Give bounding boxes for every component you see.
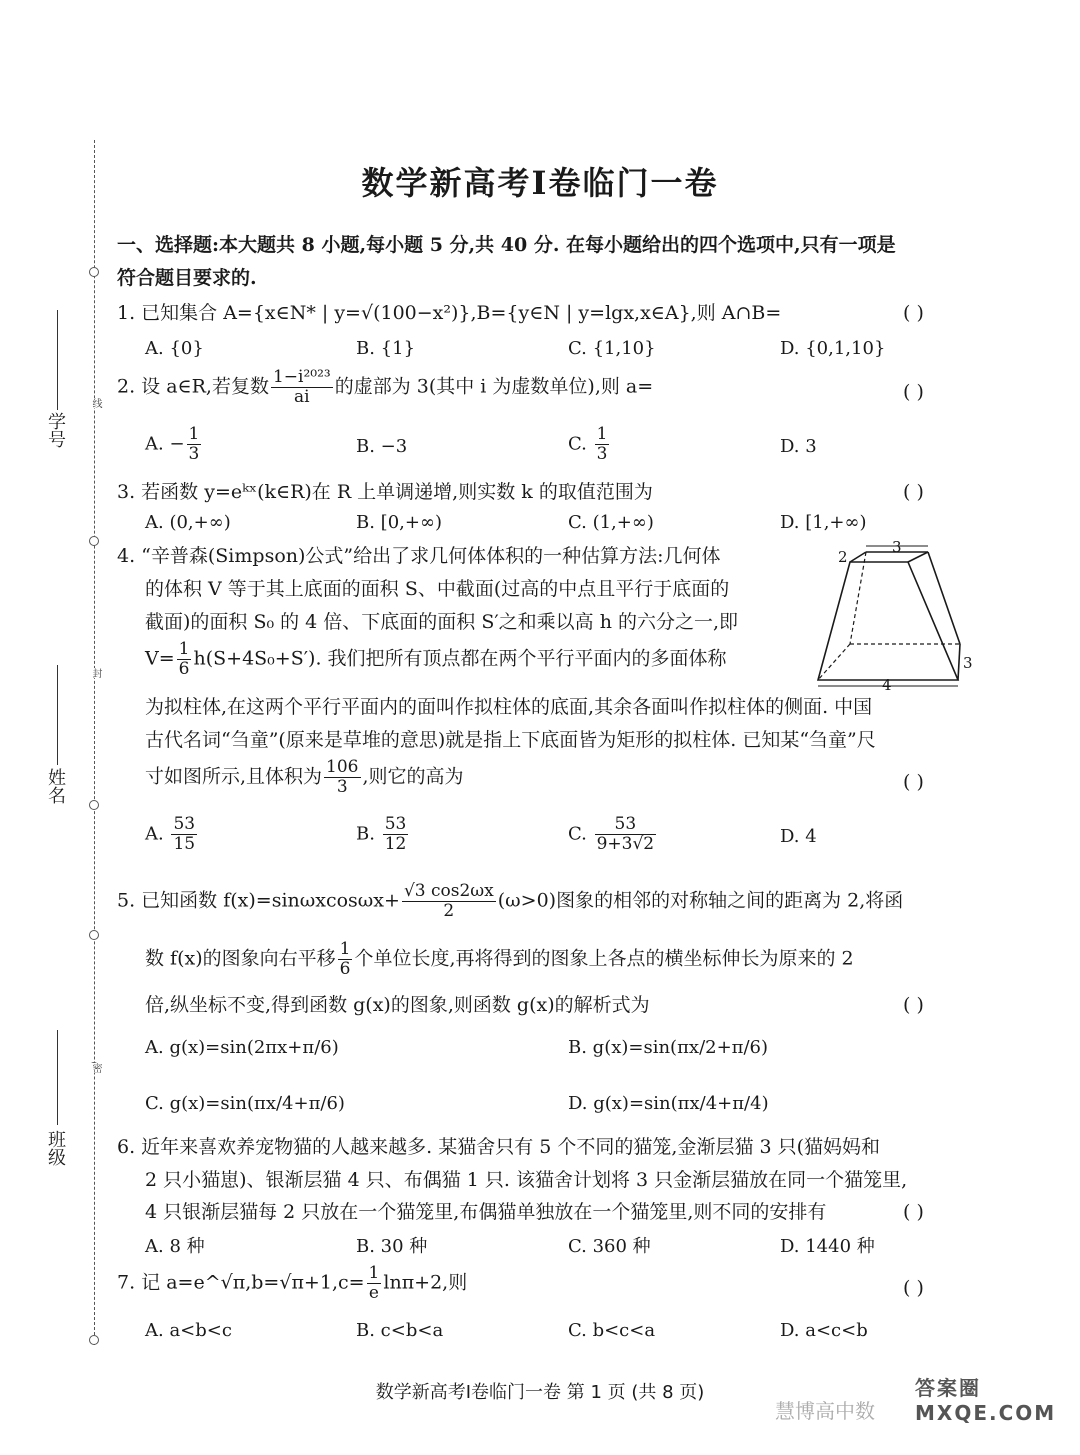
seal-mark-feng: 封 (90, 668, 101, 678)
q2-stem: 2. 设 a∈R,若复数 $\frac{\text{1−i²⁰²³}}{ai}$ 的虚部为 3(其中 i 为虚数单位),则 a= (117, 367, 654, 407)
q2-option-a[interactable]: A. − $\frac{1}{3}$ (145, 424, 200, 464)
answer-paren[interactable]: ( ) (903, 994, 924, 1016)
q6-option-c[interactable]: C. 360 种 (568, 1236, 651, 1257)
q7-stem: 7. 记 a=e^√π,b=√π+1,c= $\frac{1}{e}$ lnπ+2,则 (117, 1263, 468, 1303)
seal-mark-xian: 线 (90, 398, 101, 408)
q1-stem: 1. 已知集合 A={x∈N* | y=√(100−x²)},B={y∈N | y=lgx,x∈A},则 A∩B= (117, 302, 782, 324)
q3-option-d[interactable]: D. [1,+∞) (780, 512, 867, 533)
q4-option-a[interactable]: A. $\frac{53}{15}$ (145, 814, 196, 854)
name-label: 姓名 (45, 768, 66, 804)
q6-stem-3: 4 只银渐层猫每 2 只放在一个猫笼里,布偶猫单独放在一个猫笼里,则不同的安排有 (145, 1201, 827, 1223)
dim-label-bottom: 4 (882, 676, 892, 690)
student-id-label: 学号 (45, 412, 66, 448)
q6-option-d[interactable]: D. 1440 种 (780, 1236, 875, 1257)
q2-option-d[interactable]: D. 3 (780, 436, 817, 457)
q4-stem-5: 为拟柱体,在这两个平行平面内的面叫作拟柱体的底面,其余各面叫作拟柱体的侧面. 中国 (145, 696, 873, 718)
class-label: 班级 (45, 1130, 66, 1166)
answer-paren[interactable]: ( ) (903, 381, 924, 403)
q1-option-a[interactable]: A. {0} (145, 338, 204, 359)
frustum-edge (908, 552, 928, 562)
q4-stem-7: 寸如图所示,且体积为 $\frac{106}{3}$ ,则它的高为 (145, 757, 464, 797)
page-title: 数学新高考Ⅰ卷临门一卷 (361, 164, 719, 202)
dim-label-right: 3 (963, 654, 973, 672)
frustum-hidden-edge (850, 552, 866, 644)
q6-option-b[interactable]: B. 30 种 (356, 1236, 428, 1257)
q5-option-a[interactable]: A. g(x)=sin(2πx+π/6) (145, 1037, 339, 1058)
binding-circle (89, 800, 99, 810)
q7-option-a[interactable]: A. a<b<c (145, 1320, 232, 1341)
q4-option-c[interactable]: C. $\frac{53}{9+3√2}$ (568, 814, 655, 854)
q1-option-c[interactable]: C. {1,10} (568, 338, 656, 359)
q7-option-c[interactable]: C. b<c<a (568, 1320, 656, 1341)
name-field[interactable] (57, 665, 58, 765)
dim-label-side: 2 (838, 548, 848, 566)
q1-option-d[interactable]: D. {0,1,10} (780, 338, 886, 359)
q5-option-c[interactable]: C. g(x)=sin(πx/4+π/6) (145, 1093, 345, 1114)
q5-stem-3: 倍,纵坐标不变,得到函数 g(x)的图象,则函数 g(x)的解析式为 (145, 994, 650, 1016)
q5-stem-1: 5. 已知函数 f(x)=sinωxcosωx+ $\frac{√3 \cos 2\omega x}{2}$ (ω>0)图象的相邻的对称轴之间的距离为 2,将函 (117, 881, 904, 921)
q3-option-c[interactable]: C. (1,+∞) (568, 512, 654, 533)
q4-option-b[interactable]: B. $\frac{53}{12}$ (356, 814, 407, 854)
q4-stem-6: 古代名词“刍童”(原来是草堆的意思)就是指上下底面皆为矩形的拟柱体. 已知某“刍童”尺 (145, 729, 876, 751)
q6-stem-2: 2 只小猫崽)、银渐层猫 4 只、布偶猫 1 只. 该猫舍计划将 3 只金渐层猫放在同一个猫笼里, (145, 1169, 908, 1191)
seal-mark-mi: 密 (90, 1063, 101, 1073)
q3-option-a[interactable]: A. (0,+∞) (145, 512, 231, 533)
page-footer: 数学新高考Ⅰ卷临门一卷 第 1 页 (共 8 页) (375, 1382, 705, 1403)
binding-circle (89, 1335, 99, 1345)
q6-stem-1: 6. 近年来喜欢养宠物猫的人越来越多. 某猫舍只有 5 个不同的猫笼,金渐层猫 3 只(猫妈妈和 (117, 1136, 881, 1158)
binding-circle (89, 536, 99, 546)
q5-option-d[interactable]: D. g(x)=sin(πx/4+π/4) (568, 1093, 769, 1114)
q2-fraction: $\frac{\text{1−i²⁰²³}}{ai}$ (272, 367, 331, 407)
frustum-edge (958, 644, 960, 680)
q2-option-b[interactable]: B. −3 (356, 436, 408, 457)
q4-stem-4: V= $\frac{1}{6}$ h(S+4S₀+S′). 我们把所有顶点都在两个平行平面内的多面体称 (145, 639, 727, 679)
q5-stem-2: 数 f(x)的图象向右平移 $\frac{1}{6}$ 个单位长度,再将得到的图象上各点的横坐标伸长为原来的 2 (145, 939, 854, 979)
q4-stem-2: 的体积 V 等于其上底面的面积 S、中截面(过高的中点且平行于底面的 (145, 578, 730, 600)
binding-dashed-line (94, 140, 95, 1345)
binding-circle (89, 267, 99, 277)
binding-circle (89, 930, 99, 940)
frustum-edge (850, 552, 866, 562)
q7-option-b[interactable]: B. c<b<a (356, 1320, 444, 1341)
frustum-figure (808, 540, 973, 690)
frustum-edge (928, 552, 960, 644)
answer-paren[interactable]: ( ) (903, 771, 924, 793)
dim-label-top: 3 (892, 540, 902, 556)
answer-paren[interactable]: ( ) (903, 1201, 924, 1223)
q7-option-d[interactable]: D. a<c<b (780, 1320, 868, 1341)
answer-paren[interactable]: ( ) (903, 1277, 924, 1299)
q4-option-d[interactable]: D. 4 (780, 826, 817, 847)
class-field[interactable] (57, 1030, 58, 1125)
q4-stem-3: 截面)的面积 S₀ 的 4 倍、下底面的面积 S′之和乘以高 h 的六分之一,即 (145, 611, 739, 633)
answer-paren[interactable]: ( ) (903, 302, 924, 324)
q6-option-a[interactable]: A. 8 种 (145, 1236, 205, 1257)
section-heading: 一、选择题:本大题共 8 小题,每小题 5 分,共 40 分. 在每小题给出的四个选项中,只有一项是 (117, 234, 896, 256)
q3-option-b[interactable]: B. [0,+∞) (356, 512, 442, 533)
section-heading-cont: 符合题目要求的. (117, 267, 257, 289)
q4-stem-1: 4. “辛普森(Simpson)公式”给出了求几何体体积的一种估算方法:几何体 (117, 545, 721, 567)
watermark: 慧博高中数 (775, 1399, 875, 1423)
answer-paren[interactable]: ( ) (903, 481, 924, 503)
q2-option-c[interactable]: C. $\frac{1}{3}$ (568, 424, 608, 464)
watermark-logo: 答案圈 MXQE.COM (915, 1376, 1057, 1425)
student-id-field[interactable] (57, 310, 58, 410)
q1-option-b[interactable]: B. {1} (356, 338, 416, 359)
q5-option-b[interactable]: B. g(x)=sin(πx/2+π/6) (568, 1037, 769, 1058)
q3-stem: 3. 若函数 y=eᵏˣ(k∈R)在 R 上单调递增,则实数 k 的取值范围为 (117, 481, 653, 503)
